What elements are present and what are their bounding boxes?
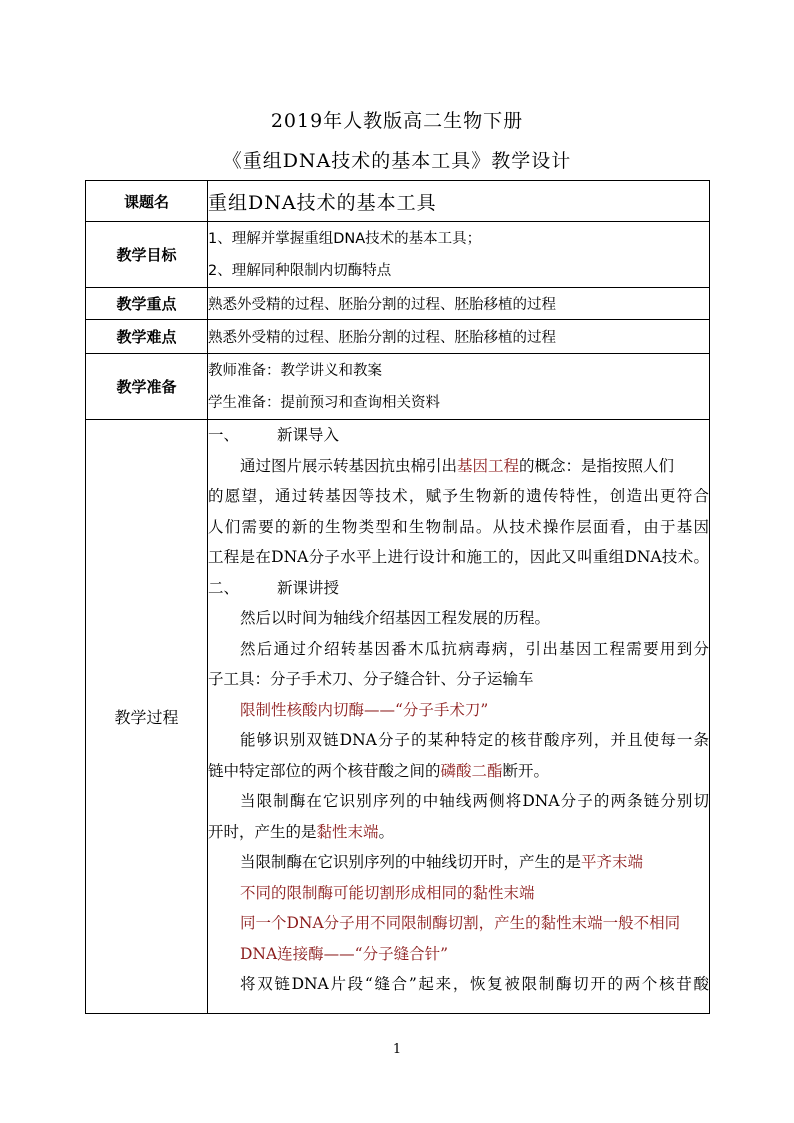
paragraph-line [208, 451, 709, 482]
row-process [86, 420, 710, 1014]
preparation-item: 教师准备：教学讲义和教案 [208, 362, 382, 379]
document-title-line2: 《重组DNA技术的基本工具》教学设计 [222, 150, 572, 172]
preparation-cell [208, 354, 710, 420]
section-title: 新课导入 [277, 426, 340, 444]
highlight-term: 磷酸二酯 [440, 761, 503, 780]
row-preparation [86, 354, 710, 420]
goal-item: 2、理解同种限制内切酶特点 [208, 262, 392, 279]
row-goals [86, 222, 710, 288]
preparation-label: 教学准备 [86, 354, 208, 420]
paragraph-line [208, 817, 709, 848]
text-run: 。 [378, 822, 395, 841]
paragraph-line [208, 847, 709, 878]
text-run: 通过图片展示转基因抗虫棉引出 [240, 456, 458, 475]
row-difficult-points [86, 320, 710, 354]
paragraph-line: 当限制酶在它识别序列的中轴线两侧将DNA分子的两条链分别切 [240, 792, 709, 810]
paragraph-line: 子工具：分子手术刀、分子缝合针、分子运输车 [208, 670, 534, 688]
topic-label: 课题名 [86, 181, 208, 222]
difficult-points-value: 熟悉外受精的过程、胚胎分割的过程、胚胎移植的过程 [208, 320, 710, 354]
section-heading-intro [208, 420, 709, 451]
lesson-plan-table [85, 180, 710, 1014]
paragraph-line: 然后通过介绍转基因番木瓜抗病毒病，引出基因工程需要用到分 [240, 639, 709, 658]
row-topic [86, 181, 710, 222]
section-number: 一、 [208, 426, 240, 444]
paragraph-line: 然后以时间为轴线介绍基因工程发展的历程。 [240, 609, 551, 627]
preparation-item: 学生准备：提前预习和查询相关资料 [208, 394, 440, 411]
text-run: 断开。 [502, 761, 550, 780]
paragraph-line: 工程是在DNA分子水平上进行设计和施工的，因此又叫重组DNA技术。 [208, 548, 709, 566]
text-run: 链中特定部位的两个核苷酸之间的 [208, 761, 441, 780]
goal-item: 1、理解并掌握重组DNA技术的基本工具； [208, 230, 482, 247]
highlight-term: 平齐末端 [581, 853, 644, 871]
section-title: 新课讲授 [277, 578, 340, 597]
paragraph-line: 能够识别双链DNA分子的某种特定的核苷酸序列，并且使每一条 [240, 731, 709, 749]
process-label: 教学过程 [86, 420, 208, 1014]
subheading-restriction-enzyme: 限制性核酸内切酶——“分子手术刀” [240, 700, 489, 719]
highlight-term: 黏性末端 [316, 822, 379, 841]
highlight-statement: 不同的限制酶可能切割形成相同的黏性末端 [240, 883, 535, 902]
goals-label: 教学目标 [86, 222, 208, 288]
process-cell [208, 420, 710, 1014]
paragraph-line [208, 756, 709, 787]
text-run: 当限制酶在它识别序列的中轴线切开时，产生的是 [240, 853, 582, 871]
key-points-value: 熟悉外受精的过程、胚胎分割的过程、胚胎移植的过程 [208, 288, 710, 320]
section-heading-lecture [208, 573, 709, 604]
document-title-line1: 2019年人教版高二生物下册 [270, 110, 524, 132]
paragraph-line: 的愿望，通过转基因等技术，赋予生物新的遗传特性，创造出更符合 [208, 487, 709, 505]
row-key-points [86, 288, 710, 320]
difficult-points-label: 教学难点 [86, 320, 208, 354]
text-run: 的概念：是指按照人们 [519, 456, 675, 475]
goals-cell [208, 222, 710, 288]
paragraph-line: 将双链DNA片段“缝合”起来，恢复被限制酶切开的两个核苷酸 [240, 975, 709, 993]
subheading-dna-ligase: DNA连接酶——“分子缝合针” [240, 944, 449, 963]
key-points-label: 教学重点 [86, 288, 208, 320]
paragraph-line: 人们需要的新的生物类型和生物制品。从技术操作层面看，由于基因 [208, 517, 709, 536]
text-run: 开时，产生的是 [208, 822, 317, 841]
topic-value: 重组DNA技术的基本工具 [208, 181, 710, 222]
highlight-statement: 同一个DNA分子用不同限制酶切割，产生的黏性末端一般不相同 [240, 914, 681, 932]
highlight-term: 基因工程 [457, 456, 520, 475]
page-number: 1 [392, 1042, 402, 1057]
section-number: 二、 [208, 578, 240, 597]
